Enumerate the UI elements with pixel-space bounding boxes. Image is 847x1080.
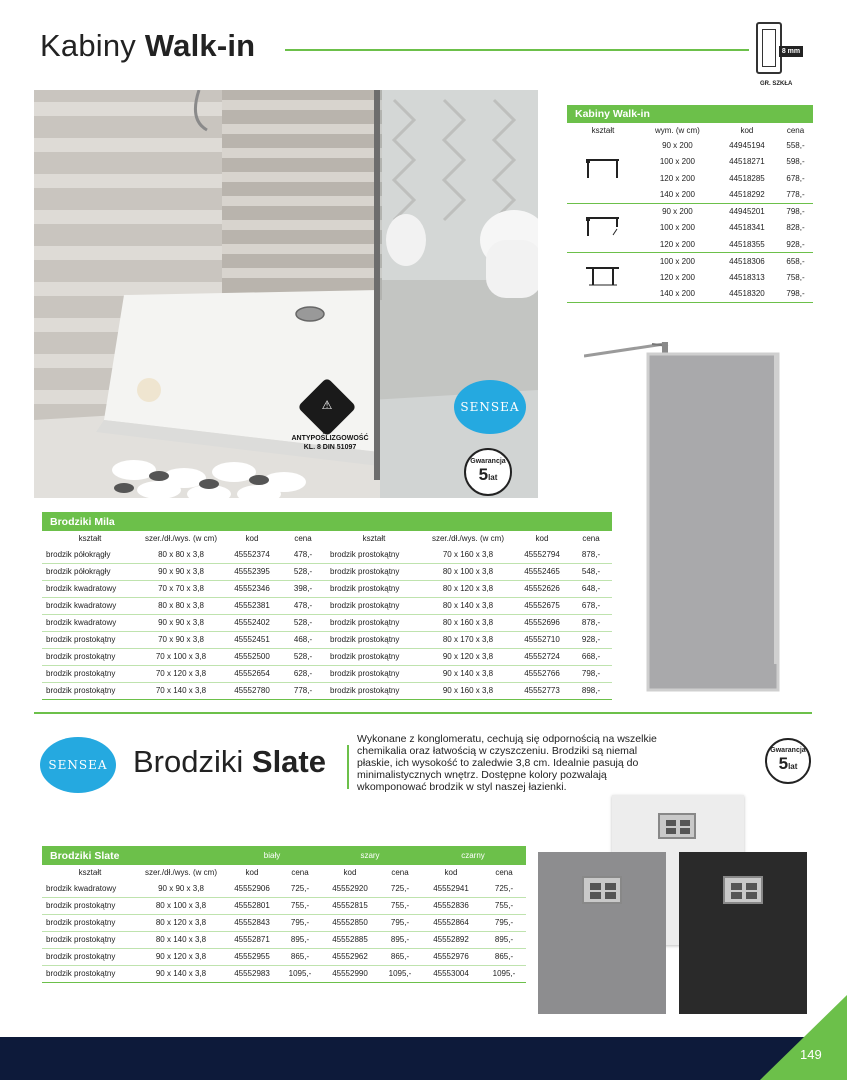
mila-col-code-2: kod xyxy=(535,534,549,543)
table-cell: 725,- xyxy=(380,880,420,897)
slate-table-body xyxy=(42,880,526,982)
table-cell: brodzik prostokątny xyxy=(42,965,138,982)
table-cell: brodzik prostokątny xyxy=(326,597,422,614)
walkin-price: 758,- xyxy=(786,272,805,282)
mila-col-shape-2: kształt xyxy=(362,534,386,543)
walkin-code: 44518271 xyxy=(729,157,765,167)
table-row xyxy=(42,965,526,982)
walkin-code: 44518306 xyxy=(729,256,765,266)
table-cell: 80 x 160 x 3,8 xyxy=(422,614,514,631)
slate-tray-grey-image xyxy=(538,852,666,1014)
mila-col-price: cena xyxy=(294,534,312,543)
table-cell: 45552794 xyxy=(514,546,570,563)
slate-color-white: biały xyxy=(224,846,320,865)
table-cell: 45552801 xyxy=(224,897,280,914)
table-cell: 45552780 xyxy=(224,682,280,699)
table-cell: 45552990 xyxy=(320,965,380,982)
table-cell: 478,- xyxy=(280,597,326,614)
table-cell: 45552374 xyxy=(224,546,280,563)
table-cell: 45552815 xyxy=(320,897,380,914)
walkin-price: 828,- xyxy=(786,223,805,233)
walkin-side-panel-icon xyxy=(567,203,639,253)
walkin-code: 44518355 xyxy=(716,236,778,253)
slate-table-title: Brodziki Slate xyxy=(42,846,224,865)
table-cell: 80 x 120 x 3,8 xyxy=(422,580,514,597)
table-cell: brodzik prostokątny xyxy=(326,563,422,580)
table-cell: 45552962 xyxy=(320,948,380,965)
table-cell: brodzik prostokątny xyxy=(42,648,138,665)
slate-col-code-black: kod xyxy=(444,868,458,877)
table-row xyxy=(42,648,612,665)
slate-title-bold: Slate xyxy=(251,744,326,779)
table-cell: 45552976 xyxy=(420,948,482,965)
table-cell: 755,- xyxy=(482,897,526,914)
table-cell: brodzik prostokątny xyxy=(42,948,138,965)
table-cell: 45552626 xyxy=(514,580,570,597)
antislip-caption xyxy=(280,434,380,452)
table-cell: brodzik kwadratowy xyxy=(42,880,138,897)
table-cell: 45552675 xyxy=(514,597,570,614)
warranty-label: Gwarancja xyxy=(770,747,806,754)
section-rule xyxy=(34,712,812,714)
walkin-dims: 100 x 200 xyxy=(659,256,695,266)
glass-thickness-label: 8 mm xyxy=(779,46,803,57)
table-cell: 755,- xyxy=(280,897,320,914)
walkin-price: 798,- xyxy=(778,286,813,303)
walkin-col-price: cena xyxy=(786,125,805,135)
walkin-price: 558,- xyxy=(786,140,805,150)
walkin-dims: 120 x 200 xyxy=(659,272,695,282)
table-cell: brodzik półokrągły xyxy=(42,546,138,563)
mila-col-price-2: cena xyxy=(582,534,600,543)
page-number: 149 xyxy=(800,1047,822,1062)
table-cell: 45552836 xyxy=(420,897,482,914)
table-cell: 528,- xyxy=(280,563,326,580)
table-row xyxy=(42,614,612,631)
walkin-freestanding-icon xyxy=(567,253,639,303)
table-cell: 90 x 90 x 3,8 xyxy=(138,614,224,631)
mila-col-code: kod xyxy=(245,534,259,543)
walkin-dims: 120 x 200 xyxy=(659,173,695,183)
table-cell: 798,- xyxy=(570,665,612,682)
table-cell: 45552346 xyxy=(224,580,280,597)
table-cell: 80 x 100 x 3,8 xyxy=(138,897,224,914)
warranty-unit: lat xyxy=(788,762,798,771)
table-cell: 90 x 120 x 3,8 xyxy=(422,648,514,665)
table-cell: 80 x 80 x 3,8 xyxy=(138,546,224,563)
table-cell: 45552724 xyxy=(514,648,570,665)
table-cell: brodzik kwadratowy xyxy=(42,614,138,631)
warranty-years: 5 xyxy=(478,465,489,484)
slate-description: Wykonane z konglomeratu, cechują się odpornością na wszelkie chemikalia oraz łatwością w czyszczeniu. Brodziki są niemal płaskie, ich wysokość to zaledwie 3,8 cm. Idealnie pasują do minimalistycznych wnętrz. Dostępne kolory pozwalają wkomponować brodzik w styl naszej łazienki. xyxy=(357,733,657,793)
slate-col-price-black: cena xyxy=(495,868,513,877)
sensea-logo-slate: SENSEA xyxy=(40,737,116,793)
table-cell: 80 x 140 x 3,8 xyxy=(138,931,224,948)
table-cell: 90 x 160 x 3,8 xyxy=(422,682,514,699)
table-cell: 478,- xyxy=(280,546,326,563)
table-cell: brodzik prostokątny xyxy=(326,580,422,597)
warranty-label: Gwarancja xyxy=(470,458,506,465)
table-cell: brodzik prostokątny xyxy=(42,682,138,699)
table-cell: brodzik kwadratowy xyxy=(42,597,138,614)
walkin-code: 44518292 xyxy=(716,187,778,204)
table-cell: 90 x 140 x 3,8 xyxy=(422,665,514,682)
table-row xyxy=(42,914,526,931)
warranty-unit: lat xyxy=(488,473,498,482)
walkin-dims: 140 x 200 xyxy=(639,187,716,204)
mila-table-body xyxy=(42,546,612,699)
table-cell: 928,- xyxy=(570,631,612,648)
table-cell: 70 x 160 x 3,8 xyxy=(422,546,514,563)
table-cell: 725,- xyxy=(280,880,320,897)
page-title-bold: Walk-in xyxy=(144,28,256,63)
table-cell: 1095,- xyxy=(380,965,420,982)
table-cell: 45552710 xyxy=(514,631,570,648)
warranty-years: 5 xyxy=(778,754,789,773)
table-row xyxy=(42,631,612,648)
table-cell: 778,- xyxy=(280,682,326,699)
table-cell: 895,- xyxy=(380,931,420,948)
antislip-line-2: KL. 8 DIN 51097 xyxy=(303,444,357,451)
walkin-price: 798,- xyxy=(786,207,805,216)
table-cell: 468,- xyxy=(280,631,326,648)
table-cell: 45552920 xyxy=(320,880,380,897)
table-row xyxy=(42,897,526,914)
walkin-dims: 100 x 200 xyxy=(659,157,695,167)
walkin-col-shape: kształt xyxy=(591,125,615,135)
table-cell: 45553004 xyxy=(420,965,482,982)
walkin-price-table xyxy=(567,105,813,303)
table-cell: 45552766 xyxy=(514,665,570,682)
table-cell: 90 x 90 x 3,8 xyxy=(138,880,224,897)
page-title xyxy=(40,28,255,64)
walkin-price: 658,- xyxy=(786,256,805,266)
table-cell: 1095,- xyxy=(482,965,526,982)
table-cell: 895,- xyxy=(482,931,526,948)
slate-col-price-grey: cena xyxy=(391,868,409,877)
table-cell: 80 x 80 x 3,8 xyxy=(138,597,224,614)
walkin-code: 44518285 xyxy=(729,173,765,183)
table-cell: 45552843 xyxy=(224,914,280,931)
mila-col-shape: kształt xyxy=(78,534,102,543)
table-cell: 45552451 xyxy=(224,631,280,648)
corner-triangle-decoration xyxy=(760,995,847,1080)
table-cell: 80 x 140 x 3,8 xyxy=(422,597,514,614)
walkin-code: 44945194 xyxy=(729,140,765,150)
walkin-col-code: kod xyxy=(740,125,754,135)
walkin-code: 44945201 xyxy=(729,207,765,216)
table-cell: brodzik prostokątny xyxy=(42,631,138,648)
table-cell: 678,- xyxy=(570,597,612,614)
mila-price-table xyxy=(42,512,612,700)
mila-col-dims: szer./dł./wys. (w cm) xyxy=(144,534,217,543)
table-cell: 45552850 xyxy=(320,914,380,931)
table-cell: 725,- xyxy=(482,880,526,897)
slate-col-dims: szer./dł./wys. (w cm) xyxy=(144,868,217,877)
table-row xyxy=(42,931,526,948)
slate-title-light: Brodziki xyxy=(133,744,244,779)
walkin-col-dims: wym. (w cm) xyxy=(654,125,700,135)
table-row xyxy=(42,580,612,597)
table-cell: brodzik prostokątny xyxy=(42,897,138,914)
slate-color-grey: szary xyxy=(320,846,420,865)
table-row xyxy=(42,563,612,580)
slate-tray-black-image xyxy=(679,852,807,1014)
table-cell: 45552955 xyxy=(224,948,280,965)
mila-col-dims-2: szer./dł./wys. (w cm) xyxy=(431,534,504,543)
walkin-price: 598,- xyxy=(786,157,805,167)
table-cell: 90 x 90 x 3,8 xyxy=(138,563,224,580)
table-cell: 45552983 xyxy=(224,965,280,982)
bathroom-photo xyxy=(34,90,538,498)
table-cell: 70 x 120 x 3,8 xyxy=(138,665,224,682)
walkin-price: 778,- xyxy=(778,187,813,204)
warranty-badge xyxy=(464,448,512,496)
slate-price-table xyxy=(42,846,526,983)
table-row xyxy=(42,948,526,965)
slate-title xyxy=(133,744,326,780)
slate-color-black: czarny xyxy=(420,846,526,865)
table-cell: 45552773 xyxy=(514,682,570,699)
table-cell: 528,- xyxy=(280,648,326,665)
table-cell: 795,- xyxy=(280,914,320,931)
walkin-code: 44518341 xyxy=(729,223,765,233)
table-cell: 648,- xyxy=(570,580,612,597)
table-cell: 45552906 xyxy=(224,880,280,897)
walkin-glass-panel-image xyxy=(584,340,784,696)
table-cell: 45552654 xyxy=(224,665,280,682)
table-cell: 668,- xyxy=(570,648,612,665)
table-cell: brodzik prostokątny xyxy=(326,648,422,665)
antislip-line-1: ANTYPOŚLIZGOWOŚĆ xyxy=(291,435,369,442)
table-cell: 548,- xyxy=(570,563,612,580)
walkin-dims: 90 x 200 xyxy=(662,207,693,216)
table-cell: 70 x 70 x 3,8 xyxy=(138,580,224,597)
table-cell: 70 x 100 x 3,8 xyxy=(138,648,224,665)
table-cell: brodzik prostokątny xyxy=(42,914,138,931)
table-cell: 80 x 120 x 3,8 xyxy=(138,914,224,931)
table-cell: 755,- xyxy=(380,897,420,914)
walkin-dims: 100 x 200 xyxy=(659,223,695,233)
table-row xyxy=(567,203,813,220)
table-cell: brodzik prostokątny xyxy=(326,614,422,631)
walkin-table-title: Kabiny Walk-in xyxy=(567,105,813,123)
slipping-figure-icon: ⚠ xyxy=(321,398,333,412)
table-cell: 70 x 90 x 3,8 xyxy=(138,631,224,648)
table-cell: 895,- xyxy=(280,931,320,948)
walkin-price: 928,- xyxy=(778,236,813,253)
table-row xyxy=(567,253,813,270)
walkin-code: 44518313 xyxy=(729,272,765,282)
slate-col-code-white: kod xyxy=(245,868,259,877)
table-row xyxy=(42,880,526,897)
mila-table-title: Brodziki Mila xyxy=(42,512,612,531)
table-cell: 80 x 170 x 3,8 xyxy=(422,631,514,648)
table-cell: brodzik prostokątny xyxy=(42,665,138,682)
walkin-price: 678,- xyxy=(786,173,805,183)
table-cell: 398,- xyxy=(280,580,326,597)
table-cell: 45552465 xyxy=(514,563,570,580)
header-rule xyxy=(285,49,749,51)
table-cell: 45552402 xyxy=(224,614,280,631)
table-cell: 865,- xyxy=(280,948,320,965)
warranty-badge-slate xyxy=(765,738,811,784)
sensea-logo: SENSEA xyxy=(454,380,526,434)
table-cell: 45552864 xyxy=(420,914,482,931)
table-cell: 628,- xyxy=(280,665,326,682)
slate-col-shape: kształt xyxy=(78,868,102,877)
table-cell: 795,- xyxy=(380,914,420,931)
table-cell: brodzik kwadratowy xyxy=(42,580,138,597)
table-row xyxy=(42,665,612,682)
table-cell: brodzik prostokątny xyxy=(326,682,422,699)
table-cell: brodzik prostokątny xyxy=(326,631,422,648)
table-cell: 80 x 100 x 3,8 xyxy=(422,563,514,580)
table-cell: brodzik prostokątny xyxy=(42,931,138,948)
table-cell: 878,- xyxy=(570,614,612,631)
walkin-dims: 120 x 200 xyxy=(639,236,716,253)
table-cell: 45552395 xyxy=(224,563,280,580)
table-cell: 90 x 120 x 3,8 xyxy=(138,948,224,965)
slate-col-price-white: cena xyxy=(291,868,309,877)
slate-divider xyxy=(347,745,349,789)
walkin-code: 44518320 xyxy=(716,286,778,303)
table-row xyxy=(42,682,612,699)
footer-bar xyxy=(0,1037,847,1080)
table-cell: brodzik prostokątny xyxy=(326,665,422,682)
table-cell: brodzik półokrągły xyxy=(42,563,138,580)
table-cell: 45552696 xyxy=(514,614,570,631)
table-cell: 45552885 xyxy=(320,931,380,948)
glass-thickness-caption: GR. SZKŁA xyxy=(760,81,793,87)
walkin-dims: 90 x 200 xyxy=(662,140,693,150)
table-cell: 45552381 xyxy=(224,597,280,614)
walkin-dims: 140 x 200 xyxy=(639,286,716,303)
table-row xyxy=(42,546,612,563)
walkin-wall-icon xyxy=(567,137,639,203)
table-cell: 45552941 xyxy=(420,880,482,897)
table-cell: 90 x 140 x 3,8 xyxy=(138,965,224,982)
table-cell: 45552892 xyxy=(420,931,482,948)
table-cell: 1095,- xyxy=(280,965,320,982)
table-cell: 45552500 xyxy=(224,648,280,665)
table-cell: 865,- xyxy=(380,948,420,965)
table-cell: 45552871 xyxy=(224,931,280,948)
slate-col-code-grey: kod xyxy=(343,868,357,877)
table-cell: 70 x 140 x 3,8 xyxy=(138,682,224,699)
page-title-light: Kabiny xyxy=(40,28,136,63)
table-cell: 898,- xyxy=(570,682,612,699)
table-cell: 878,- xyxy=(570,546,612,563)
table-row xyxy=(42,597,612,614)
table-row xyxy=(567,137,813,154)
table-cell: brodzik prostokątny xyxy=(326,546,422,563)
table-cell: 528,- xyxy=(280,614,326,631)
table-cell: 865,- xyxy=(482,948,526,965)
table-cell: 795,- xyxy=(482,914,526,931)
